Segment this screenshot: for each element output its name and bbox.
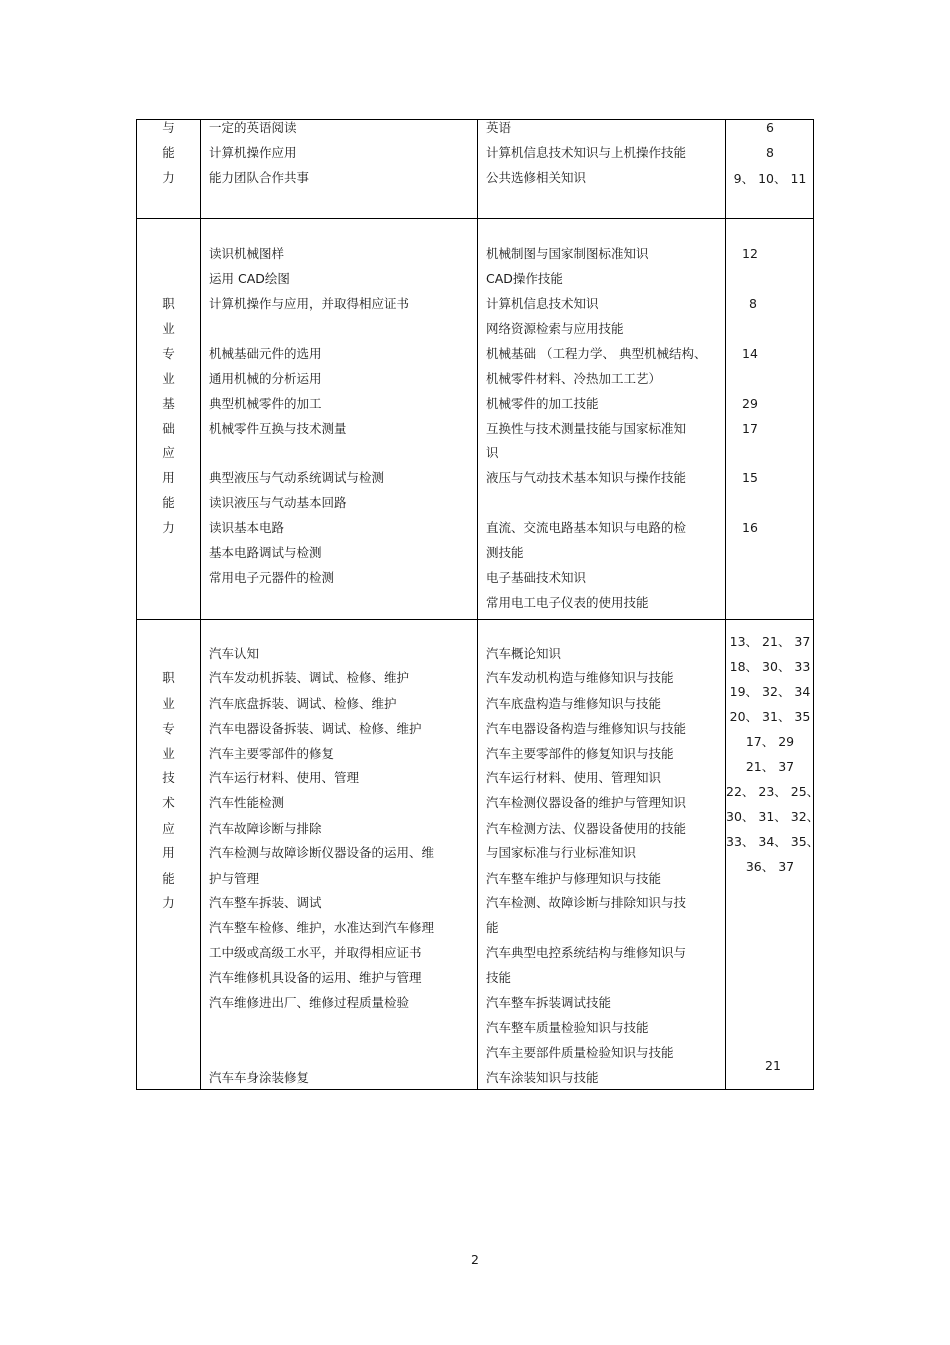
knowledge-item: 机械基础 （工程力学、 典型机械结构、	[486, 346, 707, 361]
knowledge-item: 互换性与技术测量技能与国家标准知	[486, 421, 687, 436]
course-ref: 8	[766, 145, 774, 160]
ability-item: 汽车认知	[209, 646, 260, 661]
ability-item: 汽车整车检修、维护，水准达到汽车修理	[209, 920, 435, 935]
category-char: 与	[162, 120, 175, 135]
course-ref: 21、 37	[745, 759, 795, 774]
knowledge-item: CAD操作技能	[486, 271, 563, 286]
knowledge-item: 识	[486, 445, 499, 460]
ability-item: 汽车整车拆装、调试	[209, 895, 322, 910]
ability-item: 汽车主要零部件的修复	[209, 746, 335, 761]
ability-item: 机械零件互换与技术测量	[209, 421, 347, 436]
ability-item: 计算机操作应用	[209, 145, 297, 160]
ability-item: 护与管理	[209, 871, 260, 886]
row-divider	[136, 218, 814, 219]
category-char: 职	[162, 670, 175, 685]
knowledge-item: 汽车检测、故障诊断与排除知识与技	[486, 895, 687, 910]
course-ref: 17、 29	[745, 734, 795, 749]
knowledge-item: 汽车检测仪器设备的维护与管理知识	[486, 795, 687, 810]
category-char: 能	[162, 871, 175, 886]
category-char: 专	[162, 721, 175, 736]
knowledge-item: 汽车典型电控系统结构与维修知识与	[486, 945, 687, 960]
knowledge-item: 汽车概论知识	[486, 646, 562, 661]
ability-item: 汽车维修机具设备的运用、维护与管理	[209, 970, 422, 985]
ability-item: 能力团队合作共事	[209, 170, 310, 185]
ability-item: 汽车底盘拆装、调试、检修、维护	[209, 696, 397, 711]
knowledge-item: 计算机信息技术知识	[486, 296, 599, 311]
course-ref: 36、 37	[745, 859, 795, 874]
page-number: 2	[471, 1252, 479, 1267]
ability-item: 典型机械零件的加工	[209, 396, 322, 411]
knowledge-item: 计算机信息技术知识与上机操作技能	[486, 145, 687, 160]
course-ref: 30、 31、 32、	[726, 809, 820, 824]
knowledge-item: 公共选修相关知识	[486, 170, 587, 185]
course-ref: 13、 21、 37	[729, 634, 811, 649]
category-char: 基	[162, 396, 175, 411]
category-char: 力	[162, 895, 175, 910]
category-char: 职	[162, 296, 175, 311]
ability-item: 通用机械的分析运用	[209, 371, 322, 386]
course-ref: 19、 32、 34	[729, 684, 811, 699]
category-char: 用	[162, 845, 175, 860]
category-char: 础	[162, 421, 175, 436]
category-char: 业	[162, 696, 175, 711]
knowledge-item: 液压与气动技术基本知识与操作技能	[486, 470, 687, 485]
knowledge-item: 测技能	[486, 545, 524, 560]
course-ref: 8	[749, 296, 757, 311]
knowledge-item: 汽车整车维护与修理知识与技能	[486, 871, 662, 886]
row-divider	[136, 619, 814, 620]
ability-item: 汽车发动机拆装、调试、检修、维护	[209, 670, 410, 685]
course-ref: 12	[742, 246, 758, 261]
course-ref: 9、 10、 11	[733, 171, 807, 186]
ability-item: 读识机械图样	[209, 246, 285, 261]
ability-item: 读识液压与气动基本回路	[209, 495, 347, 510]
column-divider	[477, 119, 478, 1090]
knowledge-item: 汽车底盘构造与维修知识与技能	[486, 696, 662, 711]
knowledge-item: 英语	[486, 120, 512, 135]
category-char: 力	[162, 170, 175, 185]
course-ref: 16	[742, 520, 758, 535]
ability-item: 工中级或高级工水平，并取得相应证书	[209, 945, 422, 960]
ability-item: 基本电路调试与检测	[209, 545, 322, 560]
ability-item: 汽车维修进出厂、维修过程质量检验	[209, 995, 410, 1010]
course-ref: 18、 30、 33	[729, 659, 811, 674]
ability-item: 一定的英语阅读	[209, 120, 297, 135]
ability-item: 汽车性能检测	[209, 795, 285, 810]
course-ref: 17	[742, 421, 758, 436]
course-ref: 22、 23、 25、	[726, 784, 820, 799]
course-ref: 15	[742, 470, 758, 485]
ability-item: 计算机操作与应用，并取得相应证书	[209, 296, 410, 311]
category-char: 专	[162, 346, 175, 361]
knowledge-item: 网络资源检索与应用技能	[486, 321, 624, 336]
category-char: 业	[162, 321, 175, 336]
knowledge-item: 机械零件的加工技能	[486, 396, 599, 411]
category-char: 技	[162, 770, 175, 785]
knowledge-item: 机械制图与国家制图标准知识	[486, 246, 649, 261]
knowledge-item: 常用电工电子仪表的使用技能	[486, 595, 649, 610]
ability-item: 汽车检测与故障诊断仪器设备的运用、维	[209, 845, 435, 860]
course-ref: 6	[766, 120, 774, 135]
knowledge-item: 汽车主要零部件的修复知识与技能	[486, 746, 674, 761]
category-char: 能	[162, 495, 175, 510]
knowledge-item: 能	[486, 920, 499, 935]
category-char: 业	[162, 746, 175, 761]
ability-item: 典型液压与气动系统调试与检测	[209, 470, 385, 485]
knowledge-item: 电子基础技术知识	[486, 570, 587, 585]
ability-item: 汽车运行材料、使用、管理	[209, 770, 360, 785]
knowledge-item: 汽车发动机构造与维修知识与技能	[486, 670, 674, 685]
category-char: 术	[162, 795, 175, 810]
knowledge-item: 汽车电器设备构造与维修知识与技能	[486, 721, 687, 736]
knowledge-item: 汽车运行材料、使用、管理知识	[486, 770, 662, 785]
category-char: 能	[162, 145, 175, 160]
category-char: 应	[162, 821, 175, 836]
ability-item: 汽车车身涂装修复	[209, 1070, 310, 1085]
knowledge-item: 与国家标准与行业标准知识	[486, 845, 637, 860]
course-ref: 33、 34、 35、	[726, 834, 820, 849]
category-char: 应	[162, 445, 175, 460]
ability-item: 读识基本电路	[209, 520, 285, 535]
knowledge-item: 技能	[486, 970, 512, 985]
ability-item: 运用 CAD绘图	[209, 271, 290, 286]
column-divider	[200, 119, 201, 1090]
knowledge-item: 汽车整车质量检验知识与技能	[486, 1020, 649, 1035]
category-char: 用	[162, 470, 175, 485]
category-char: 力	[162, 520, 175, 535]
ability-item: 机械基础元件的选用	[209, 346, 322, 361]
ability-item: 汽车电器设备拆装、调试、检修、维护	[209, 721, 422, 736]
course-ref: 29	[742, 396, 758, 411]
knowledge-item: 机械零件材料、冷热加工工艺）	[486, 371, 662, 386]
knowledge-item: 汽车主要部件质量检验知识与技能	[486, 1045, 674, 1060]
knowledge-item: 汽车涂装知识与技能	[486, 1070, 599, 1085]
course-ref: 20、 31、 35	[729, 709, 811, 724]
category-char: 业	[162, 371, 175, 386]
course-ref: 21	[765, 1058, 781, 1073]
ability-item: 汽车故障诊断与排除	[209, 821, 322, 836]
knowledge-item: 汽车整车拆装调试技能	[486, 995, 612, 1010]
column-divider	[725, 119, 726, 1090]
knowledge-item: 汽车检测方法、仪器设备使用的技能	[486, 821, 687, 836]
knowledge-item: 直流、交流电路基本知识与电路的检	[486, 520, 687, 535]
course-ref: 14	[742, 346, 758, 361]
ability-item: 常用电子元器件的检测	[209, 570, 335, 585]
